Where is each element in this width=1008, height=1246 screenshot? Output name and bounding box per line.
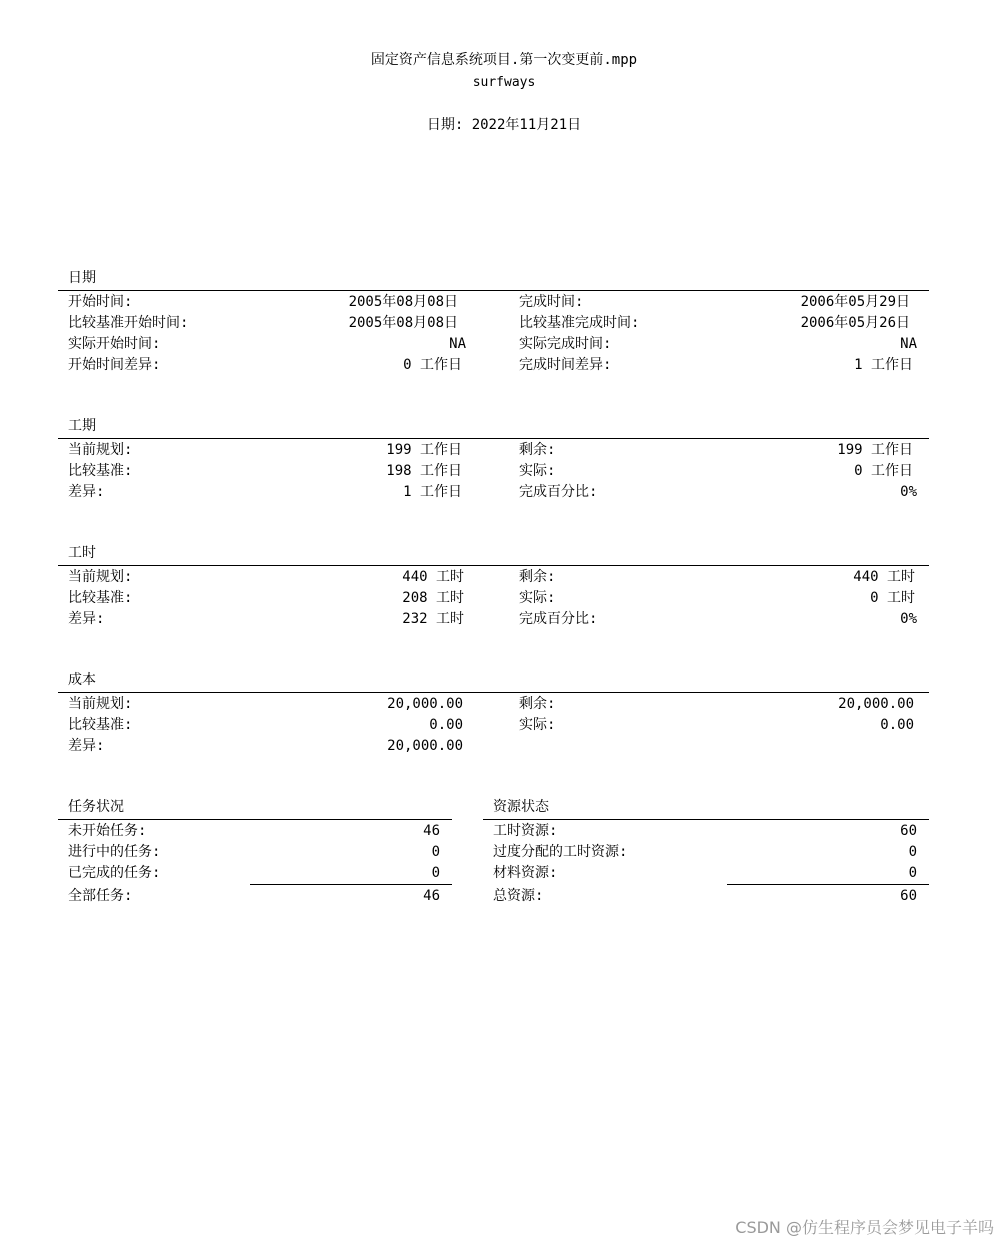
work-current-label: 当前规划: [68,569,133,585]
work-remaining-label: 剩余: [519,569,556,585]
dates-actual-start-label: 实际开始时间: [68,336,161,352]
section-divider [58,438,929,439]
duration-percent-label: 完成百分比: [519,484,598,500]
total-divider [727,884,929,885]
cost-baseline-value: 0.00 [429,717,463,733]
section-divider [58,565,929,566]
company-name: surfways [472,75,536,90]
dates-start-variance-label: 开始时间差异: [68,357,161,373]
dates-finish-variance-value: 1 工作日 [854,357,913,373]
dates-start-variance-value: 0 工作日 [403,357,462,373]
work-current-value: 440 工时 [402,569,464,585]
cost-actual-label: 实际: [519,717,556,733]
cost-actual-value: 0.00 [880,717,914,733]
resource-total-value: 60 [900,888,917,904]
duration-actual-label: 实际: [519,463,556,479]
section-title-dates: 日期 [68,270,96,286]
resource-total-label: 总资源: [493,888,544,904]
section-title-cost: 成本 [68,672,96,688]
dates-start-label: 开始时间: [68,294,133,310]
task-total-label: 全部任务: [68,888,133,904]
dates-baseline-finish-label: 比较基准完成时间: [519,315,640,331]
duration-remaining-label: 剩余: [519,442,556,458]
resource-material-label: 材料资源: [493,865,558,881]
cost-baseline-label: 比较基准: [68,717,133,733]
duration-percent-value: 0% [900,484,917,500]
work-baseline-label: 比较基准: [68,590,133,606]
dates-finish-value: 2006年05月29日 [800,294,910,310]
dates-actual-finish-value: NA [900,336,917,352]
duration-variance-label: 差异: [68,484,105,500]
dates-finish-label: 完成时间: [519,294,584,310]
work-actual-value: 0 工时 [870,590,915,606]
dates-start-value: 2005年08月08日 [348,294,458,310]
work-baseline-value: 208 工时 [402,590,464,606]
task-in-progress-label: 进行中的任务: [68,844,161,860]
cost-current-label: 当前规划: [68,696,133,712]
cost-remaining-label: 剩余: [519,696,556,712]
dates-finish-variance-label: 完成时间差异: [519,357,612,373]
task-not-started-label: 未开始任务: [68,823,147,839]
resource-overallocated-value: 0 [908,844,917,860]
task-completed-value: 0 [431,865,440,881]
section-title-duration: 工期 [68,418,96,434]
work-actual-label: 实际: [519,590,556,606]
section-title-resource-status: 资源状态 [493,799,549,815]
resource-work-label: 工时资源: [493,823,558,839]
section-divider [58,819,452,820]
work-remaining-value: 440 工时 [853,569,915,585]
cost-variance-label: 差异: [68,738,105,754]
duration-baseline-value: 198 工作日 [386,463,462,479]
report-title: 固定资产信息系统项目.第一次变更前.mpp [370,52,638,68]
duration-current-value: 199 工作日 [386,442,462,458]
dates-actual-finish-label: 实际完成时间: [519,336,612,352]
cost-variance-value: 20,000.00 [387,738,463,754]
report-date: 日期: 2022年11月21日 [426,117,582,133]
dates-baseline-start-label: 比较基准开始时间: [68,315,189,331]
resource-work-value: 60 [900,823,917,839]
cost-current-value: 20,000.00 [387,696,463,712]
work-percent-label: 完成百分比: [519,611,598,627]
task-completed-label: 已完成的任务: [68,865,161,881]
task-in-progress-value: 0 [431,844,440,860]
duration-baseline-label: 比较基准: [68,463,133,479]
csdn-watermark: CSDN @仿生程序员会梦见电子羊吗 [735,1218,994,1237]
dates-baseline-start-value: 2005年08月08日 [348,315,458,331]
duration-actual-value: 0 工作日 [854,463,913,479]
resource-overallocated-label: 过度分配的工时资源: [493,844,628,860]
total-divider [250,884,452,885]
work-variance-value: 232 工时 [402,611,464,627]
task-not-started-value: 46 [423,823,440,839]
section-divider [58,692,929,693]
section-divider [483,819,929,820]
work-variance-label: 差异: [68,611,105,627]
duration-current-label: 当前规划: [68,442,133,458]
dates-actual-start-value: NA [449,336,466,352]
section-divider [58,290,929,291]
section-title-task-status: 任务状况 [68,799,124,815]
dates-baseline-finish-value: 2006年05月26日 [800,315,910,331]
duration-remaining-value: 199 工作日 [837,442,913,458]
section-title-work: 工时 [68,545,96,561]
work-percent-value: 0% [900,611,917,627]
cost-remaining-value: 20,000.00 [838,696,914,712]
task-total-value: 46 [423,888,440,904]
duration-variance-value: 1 工作日 [403,484,462,500]
resource-material-value: 0 [908,865,917,881]
